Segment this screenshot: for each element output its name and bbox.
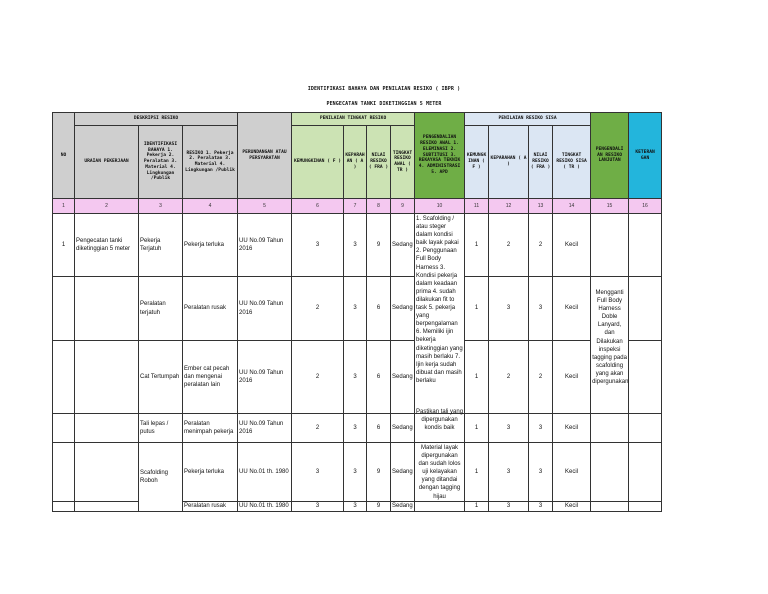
- row-no: [53, 501, 75, 511]
- row-fra2: 2: [529, 341, 553, 414]
- header-no: NO: [53, 113, 75, 199]
- row-tr: Sedang: [391, 277, 415, 341]
- row-a2: 2: [489, 341, 529, 414]
- header-deskripsi-resiko: DESKRIPSI RESIKO: [75, 113, 238, 126]
- col-number: 6: [292, 199, 344, 214]
- row-tr: Sedang: [391, 214, 415, 277]
- row-fra: 9: [367, 214, 391, 277]
- row-fra2: 3: [529, 501, 553, 511]
- col-number: 15: [591, 199, 629, 214]
- row-uraian: [75, 414, 139, 443]
- table-row: [53, 341, 662, 414]
- row-identifikasi: Cat Tertumpah: [139, 341, 183, 414]
- col-number: 4: [183, 199, 238, 214]
- column-number-row: [53, 199, 662, 214]
- row-resiko: Ember cat pecah dan mengenai peralatan lain: [183, 341, 238, 414]
- row-perundangan: UU No.01 th. 1980: [238, 443, 292, 502]
- row-fra: 9: [367, 443, 391, 502]
- pengendalian-awal-text: 1. Scafolding / atau steger dalam kondisi baik layak pakai 2. Penggunaan Full Body Harness 3. Kondisi pekerja dalam keadaan prima 4. sudah dilakukan fit to task 5. pekerja yang berpengalaman 6. Memiliki ijin bekerja diketinggian yang masih berlaku 7. Ijin kerja sudah dibuat dan masih berlaku: [416, 216, 463, 384]
- row-a: 3: [344, 501, 367, 511]
- row-perundangan: UU No.09 Tahun 2016: [238, 277, 292, 341]
- col-number: 1: [53, 199, 75, 214]
- row-uraian: [75, 277, 139, 341]
- header-penilaian-tingkat-resiko: PENILAIAN TINGKAT RESIKO: [292, 113, 415, 126]
- row-f: 2: [292, 277, 344, 341]
- row-f2: 1: [465, 277, 489, 341]
- pengendalian-awal-cell-2: [415, 409, 465, 443]
- row-f2: 1: [465, 501, 489, 511]
- row-tr2: Kecil: [553, 277, 591, 341]
- header-identifikasi: IDENTIFIKASI BAHAYA 1. Pekerja 2. Peralatan 3. Material 4. Lingkungan /Publik: [139, 126, 183, 199]
- header-resiko: RESIKO 1. Pekerja 2. Peralatan 3. Material 4. Lingkungan /Publik: [183, 126, 238, 199]
- row-no: [53, 341, 75, 414]
- table-row: [53, 277, 662, 341]
- header-nilai-sisa: NILAI RESIKO ( FRA ): [529, 126, 553, 199]
- col-number: 12: [489, 199, 529, 214]
- row-tr: Sedang: [392, 503, 413, 510]
- table-row: [53, 214, 662, 277]
- table-row: [53, 443, 662, 502]
- header-tingkat: TINGKAT RESIKO AWAL ( TR ): [391, 126, 415, 199]
- row-tr: Sedang: [391, 443, 415, 502]
- row-perundangan: UU No.09 Tahun 2016: [238, 414, 292, 443]
- row-identifikasi: Scafolding Roboh: [139, 443, 183, 512]
- row-f2: 1: [465, 341, 489, 414]
- pengendalian-awal-text-3: Material layak dipergunakan dan sudah lolos uji kelayakan yang ditandai dengan tagging hijau: [415, 443, 465, 502]
- header-kemungkinan-sisa: KEMUNGK INAN ( F ): [465, 126, 489, 199]
- row-tr2: Kecil: [553, 501, 591, 511]
- row-resiko: Pekerja terluka: [183, 443, 238, 502]
- row-a2: 3: [489, 443, 529, 502]
- row-identifikasi: Peralatan terjatuh: [139, 277, 183, 341]
- row-f2: 1: [465, 443, 489, 502]
- row-f: 3: [292, 501, 344, 511]
- header-keterangan: KETERAN GAN: [629, 113, 662, 199]
- page-subtitle: PENGECATAN TANKI DIKETINGGIAN 5 METER: [326, 101, 442, 107]
- row-a2: 3: [489, 414, 529, 443]
- row-fra2: 3: [529, 443, 553, 502]
- row-fra2: 2: [529, 214, 553, 277]
- row-perundangan: UU No.09 Tahun 2016: [238, 214, 292, 277]
- row-uraian: [75, 341, 139, 414]
- row-a: 3: [344, 277, 367, 341]
- col-number: 11: [465, 199, 489, 214]
- col-number: 13: [529, 199, 553, 214]
- row-a: 3: [344, 214, 367, 277]
- header-nilai: NILAI RESIKO ( FRA ): [367, 126, 391, 199]
- header-kemungkinan: KEMUNGKINAN ( F ): [292, 126, 344, 199]
- row-uraian: Pengecatan tanki diketinggian 5 meter: [75, 214, 139, 277]
- row-tr2: Kecil: [553, 443, 591, 502]
- pengendalian-awal-cell: [415, 214, 465, 414]
- col-number: 8: [367, 199, 391, 214]
- row-no: [53, 277, 75, 341]
- risk-table: [52, 112, 662, 512]
- row-resiko: Peralatan rusak: [183, 501, 238, 511]
- row-perundangan: UU No.01 th. 1980: [238, 501, 292, 511]
- row-fra: 6: [367, 414, 391, 443]
- row-fra2: 3: [529, 277, 553, 341]
- row-fra: 6: [367, 277, 391, 341]
- row-no: 1: [53, 214, 75, 277]
- row-a: 3: [344, 414, 367, 443]
- col-number: 2: [75, 199, 139, 214]
- row-identifikasi: Tali lepas / putus: [139, 414, 183, 443]
- row-resiko: Peralatan menimpah pekerja: [183, 414, 238, 443]
- col-number: 7: [344, 199, 367, 214]
- row-resiko: Pekerja terluka: [183, 214, 238, 277]
- row-uraian: [75, 501, 139, 511]
- header-uraian: URAIAN PEKERJAAN: [75, 126, 139, 199]
- pengendalian-awal-text-2: Pastikan tali yang dipergunakan kondis baik: [416, 409, 464, 432]
- col-number: 5: [238, 199, 292, 214]
- col-number: 16: [629, 199, 662, 214]
- row-f: 3: [292, 214, 344, 277]
- header-keparahan: KEPARAH AN ( A ): [344, 126, 367, 199]
- row-fra2: 3: [529, 414, 553, 443]
- header-pengendalian-awal: PENGENDALIAN RESIKO AWAL 1. ELEMINASI 2. SUBTITUSI 3. REKAYASA TEKNIK 4. ADMINISTRASI 5. APD: [415, 113, 465, 199]
- row-f: 2: [292, 341, 344, 414]
- header-perundangan: PERUNDANGAN ATAU PERSYARATAN: [238, 113, 292, 199]
- header-pengendalian-lanjutan: PENGENDALI AN RESIKO LANJUTAN: [591, 113, 629, 199]
- row-resiko: Peralatan rusak: [183, 277, 238, 341]
- row-tr2: Kecil: [553, 214, 591, 277]
- row-fra: 9: [367, 501, 391, 511]
- col-number: 10: [415, 199, 465, 214]
- row-f2: 1: [465, 414, 489, 443]
- row-a: 3: [344, 443, 367, 502]
- row-tr2: Kecil: [553, 341, 591, 414]
- row-uraian: [75, 443, 139, 502]
- row-tr: Sedang: [391, 341, 415, 414]
- row-perundangan: UU No.09 Tahun 2016: [238, 341, 292, 414]
- row-no: [53, 443, 75, 502]
- row-tr2: Kecil: [553, 414, 591, 443]
- header-penilaian-resiko-sisa: PENILAIAN RESIKO SISA: [465, 113, 591, 126]
- row-f2: 1: [465, 214, 489, 277]
- page-title: IDENTIFIKASI BAHAYA DAN PENILAIAN RESIKO ( IBPR ): [307, 86, 461, 92]
- col-number: 3: [139, 199, 183, 214]
- pengendalian-lanjutan-cell: Mengganti Full Body Harness Doble Lanyard, dan Dilakukan inspeksi tagging pada scafolding yang akan dipergunakan: [591, 277, 629, 414]
- header-tingkat-sisa: TINGKAT RESIKO SISA ( TR ): [553, 126, 591, 199]
- row-identifikasi: Pekerja Terjatuh: [139, 214, 183, 277]
- row-a2: 3: [489, 501, 529, 511]
- table-row: [53, 414, 662, 443]
- col-number: 9: [391, 199, 415, 214]
- header-keparahan-sisa: KEPARAHAN ( A ): [489, 126, 529, 199]
- row-tr: Sedang: [391, 414, 415, 443]
- row-a2: 3: [489, 277, 529, 341]
- col-number: 14: [553, 199, 591, 214]
- row-a2: 2: [489, 214, 529, 277]
- row-f: 2: [292, 414, 344, 443]
- row-no: [53, 414, 75, 443]
- row-f: 3: [292, 443, 344, 502]
- row-fra: 6: [367, 341, 391, 414]
- row-a: 3: [344, 341, 367, 414]
